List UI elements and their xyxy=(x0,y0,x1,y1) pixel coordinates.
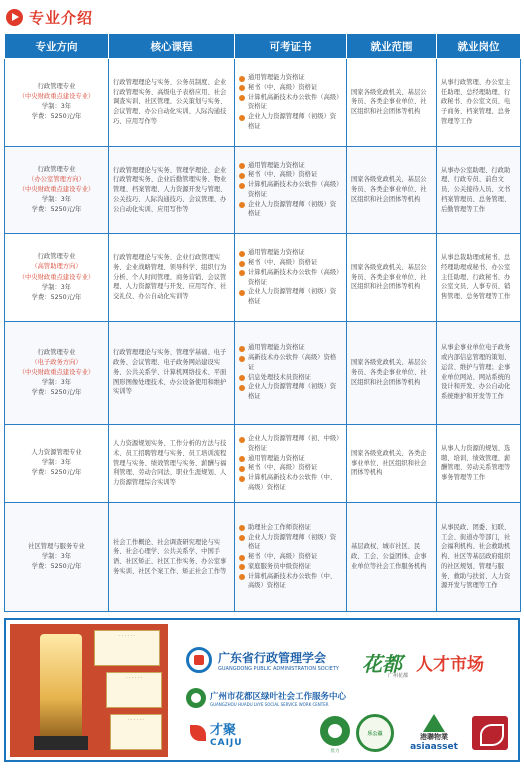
major-line: 学制：3年 xyxy=(41,283,72,291)
courses-cell: 行政管理理论与实务、管理学基础、电子政务、会议管理、电子政务网站建设实务、公共关系学、计算机网络技术、平面图形图像处理技术、办公设备使用和维护实训等 xyxy=(109,321,235,424)
cert-item: 企业人力资源管理师（初级）资格证 xyxy=(239,200,342,220)
cert-item: 企业人力资源管理师（初级）资格证 xyxy=(239,382,342,402)
major-line: 学制：3年 xyxy=(41,378,72,386)
partners-panel xyxy=(4,618,520,762)
major-line: 行政管理专业 xyxy=(37,348,76,356)
jobs-cell: 从事民政、团委、妇联、工会、街道办等部门，社会福利机构、社会救助机构、社区等基层政府组织的社区规划、管理与服务、救助与扶贫、人力资源开发与管理等工作 xyxy=(437,503,521,612)
courses-cell: 行政管理理论与实务、公务员制度、企业行政管理实务、高级电子表格应用、社会调查实训、社区管理、公关策划与实务、会议管理、办公自动化实训、人际沟通技巧、应用写作等 xyxy=(109,59,235,147)
red-emblem-logo xyxy=(472,716,508,750)
jobs-cell: 从事人力资源的规划、选聘、培训、绩效管理、薪酬管理、劳动关系管理等事务管理等工作 xyxy=(437,424,521,503)
cert-item: 秘书（中、高级）资格证 xyxy=(239,170,342,180)
certs-cell xyxy=(235,59,347,147)
cert-item: 计算机高新技术办公软件（中、高级）资格证 xyxy=(239,572,342,592)
major-line: 社区管理与服务专业 xyxy=(28,542,85,550)
trophy-image xyxy=(40,634,82,742)
header-courses: 核心课程 xyxy=(109,34,235,59)
certs-cell xyxy=(235,321,347,424)
jobs-cell: 从事总裁助理或秘书、总经理助理或秘书、办公室主任助理、行政秘书、办公室文员、人事专员、销售管理、总务管理等工作 xyxy=(437,234,521,322)
scope-cell: 国家各级党政机关、各类企事业单位、社区组织和社会团体等机构 xyxy=(347,424,437,503)
major-line: （中央财政重点建设专业） xyxy=(18,273,95,281)
courses-cell: 人力资源规划实务、工作分析的方法与技术、员工招聘管理与实务、员工培训流程管理与实务、绩效管理与实务、薪酬与福利管理、劳动合同法、职业生涯规划、人力资源管理综合实训等 xyxy=(109,424,235,503)
social-work-center-logo xyxy=(186,686,366,710)
major-line: 学制：3年 xyxy=(41,553,72,561)
asia-asset-cn: 港聯物業 xyxy=(420,733,448,741)
talent-market-logo xyxy=(362,636,512,688)
cert-item: 计算机高新技术办公软件（高级）资格证 xyxy=(239,93,342,113)
table-row xyxy=(5,321,521,424)
certificate-image: · · · · · · xyxy=(94,630,160,666)
table-row xyxy=(5,503,521,612)
admin-society-en: GUANGDONG PUBLIC ADMINISTRATION SOCIETY xyxy=(218,665,339,672)
caiju-en: CAIJU xyxy=(210,737,243,748)
certificate-image: · · · · · · xyxy=(106,672,162,708)
table-row xyxy=(5,146,521,234)
major-line: （高管助理方向） xyxy=(31,263,82,271)
courses-cell: 社会工作概论、社会调查研究理论与实务、社会心理学、公共关系学、中国手语、社区矫正、社区工作实务、办公室事务实训、社区个案工作、矫正社会工作等 xyxy=(109,503,235,612)
certs-cell xyxy=(235,424,347,503)
major-line: 学制：3年 xyxy=(41,103,72,111)
cert-item: 企业人力资源管理师（初级）资格证 xyxy=(239,112,342,132)
play-icon xyxy=(6,9,23,26)
asia-asset-logo xyxy=(404,714,464,754)
scope-cell: 国家各级党政机关、基层公务员、各类企事业单位、社区组织和社会团体等机构 xyxy=(347,146,437,234)
jobs-cell: 从事办公室助理、行政助理、行政专员、前台文员、公关接待人员、文书档案管理员、总务管理、后勤管理等工作 xyxy=(437,146,521,234)
cert-item: 计算机高新技术办公软件（高级）资格证 xyxy=(239,268,342,288)
cert-item: 信息处理技术员资格证 xyxy=(239,373,342,383)
certs-cell xyxy=(235,146,347,234)
major-line: 学费：5250元/年 xyxy=(31,563,82,571)
major-line: 学制：3年 xyxy=(41,195,72,203)
table-row xyxy=(5,234,521,322)
table-header-row xyxy=(5,34,521,59)
certs-cell xyxy=(235,234,347,322)
admin-society-logo xyxy=(186,630,356,690)
caiju-name: 才聚 xyxy=(210,722,237,738)
major-line: 学费：5250元/年 xyxy=(31,388,82,396)
scope-cell: 国家各级党政机关、基层公务员、各类企事业单位、社区组织和社会团体等机构 xyxy=(347,59,437,147)
cert-item: 企业人力资源管理师（初级）资格证 xyxy=(239,533,342,553)
youli-name: 优力 xyxy=(330,749,340,754)
cert-item: 秘书（中、高级）资格证 xyxy=(239,83,342,93)
trophy-base xyxy=(34,736,88,750)
youli-logo xyxy=(320,716,350,746)
caiju-icon xyxy=(190,725,206,741)
major-line: 学费：5250元/年 xyxy=(31,469,82,477)
award-photo xyxy=(10,624,168,757)
major-line: （办公室管理方向） xyxy=(28,175,85,183)
cert-item: 通用管理能力资格证 xyxy=(239,454,342,464)
major-line: （电子政务方向） xyxy=(31,358,82,366)
major-cell xyxy=(5,234,109,322)
major-line: （中央财政重点建设专业） xyxy=(18,93,95,101)
asia-asset-icon xyxy=(423,714,445,732)
cert-item: 高新技术办公软件（高级）资格证 xyxy=(239,353,342,373)
major-table xyxy=(4,33,521,612)
section-header xyxy=(6,6,93,28)
cert-item: 秘书（中、高级）资格证 xyxy=(239,258,342,268)
cert-item: 通用管理能力资格证 xyxy=(239,343,342,353)
cert-item: 通用管理能力资格证 xyxy=(239,161,342,171)
table-row xyxy=(5,59,521,147)
major-line: 学费：5250元/年 xyxy=(31,113,82,121)
major-line: 学费：5250元/年 xyxy=(31,206,82,214)
admin-society-name: 广东省行政管理学会 xyxy=(218,650,327,665)
major-cell xyxy=(5,59,109,147)
major-line: 学制：3年 xyxy=(41,459,72,467)
header-jobs: 就业岗位 xyxy=(437,34,521,59)
major-line: 行政管理专业 xyxy=(37,253,76,261)
cert-item: 企业人力资源管理师（初级）资格证 xyxy=(239,287,342,307)
social-work-center-name: 广州市花都区绿叶社会工作服务中心 xyxy=(210,691,347,702)
huadu-text: 花都 xyxy=(362,651,402,676)
social-work-center-en: GUANGZHOU HUADU LVYE SOCIAL SERVICE WORK CENTER xyxy=(210,701,329,707)
jobs-cell: 从事企事业单位电子政务或内部信息管理的策划、运营、维护与管理；企事业单位网站、网站系统的设计和开发、办公自动化系统维护和开发等工作 xyxy=(437,321,521,424)
major-line: 学费：5250元/年 xyxy=(31,293,82,301)
admin-society-icon xyxy=(186,647,212,673)
major-cell xyxy=(5,424,109,503)
charity-name: 乐公益 xyxy=(367,731,383,737)
certificate-image: · · · · · · xyxy=(110,714,162,750)
header-major: 专业方向 xyxy=(5,34,109,59)
certs-cell xyxy=(235,503,347,612)
huadu-sub-text: 广州花都 xyxy=(388,673,409,679)
caiju-logo xyxy=(190,716,264,750)
scope-cell: 国家各级党政机关、基层公务员、各类企事业单位、社区组织和社会团体等机构 xyxy=(347,234,437,322)
courses-cell: 行政管理理论与实务、企业行政管理实务、企业战略管理、领导科学、组织行为分析、个人时间管理、商务营销、会议管理、人力资源管理与开发、应用写作、社交礼仪、办公自动化实训等 xyxy=(109,234,235,322)
scope-cell: 基层政权、城市社区、民政、工会、公益团体、企事业单位等社会工作服务机构 xyxy=(347,503,437,612)
cert-item: 家庭服务员中级资格证 xyxy=(239,562,342,572)
courses-cell: 行政管理理论与实务、管理学理论、企业行政管理实务、企业后勤管理实务、物业管理、档案管理、人力资源开发与管理、公关技巧、人际沟通技巧、会议管理、办公自动化实训、应用写作等 xyxy=(109,146,235,234)
scope-cell: 国家各级党政机关、基层公务员、各类企事业单位、社区组织和社会团体等机构 xyxy=(347,321,437,424)
section-title: 专业介绍 xyxy=(29,8,94,27)
major-line: 人力资源管理专业 xyxy=(31,449,82,457)
cert-item: 秘书（中、高级）资格证 xyxy=(239,552,342,562)
cert-item: 企业人力资源管理师（初、中级）资格证 xyxy=(239,434,342,454)
cert-item: 助理社会工作师资格证 xyxy=(239,523,342,533)
talent-market-text: 人才市场 xyxy=(416,654,484,675)
major-line: 行政管理专业 xyxy=(37,83,76,91)
cert-item: 通用管理能力资格证 xyxy=(239,248,342,258)
cert-item: 计算机高新技术办公软件（中、高级）资格证 xyxy=(239,473,342,493)
jobs-cell: 从事行政管理、办公室主任助理、总经理助理、行政秘书、办公室文员、电子商务、档案管理、总务管理等工作 xyxy=(437,59,521,147)
header-scope: 就业范围 xyxy=(347,34,437,59)
major-line: （中央财政重点建设专业） xyxy=(18,368,95,376)
cert-item: 秘书（中、高级）资格证 xyxy=(239,463,342,473)
major-cell xyxy=(5,321,109,424)
cert-item: 计算机高新技术办公软件（高级）资格证 xyxy=(239,180,342,200)
cert-item: 通用管理能力资格证 xyxy=(239,73,342,83)
header-certs: 可考证书 xyxy=(235,34,347,59)
major-cell xyxy=(5,503,109,612)
major-line: 行政管理专业 xyxy=(37,165,76,173)
major-line: （中央财政重点建设专业） xyxy=(18,185,95,193)
major-cell xyxy=(5,146,109,234)
asia-asset-en: asiaasset xyxy=(410,742,458,752)
table-row xyxy=(5,424,521,503)
leaf-icon xyxy=(186,688,206,708)
